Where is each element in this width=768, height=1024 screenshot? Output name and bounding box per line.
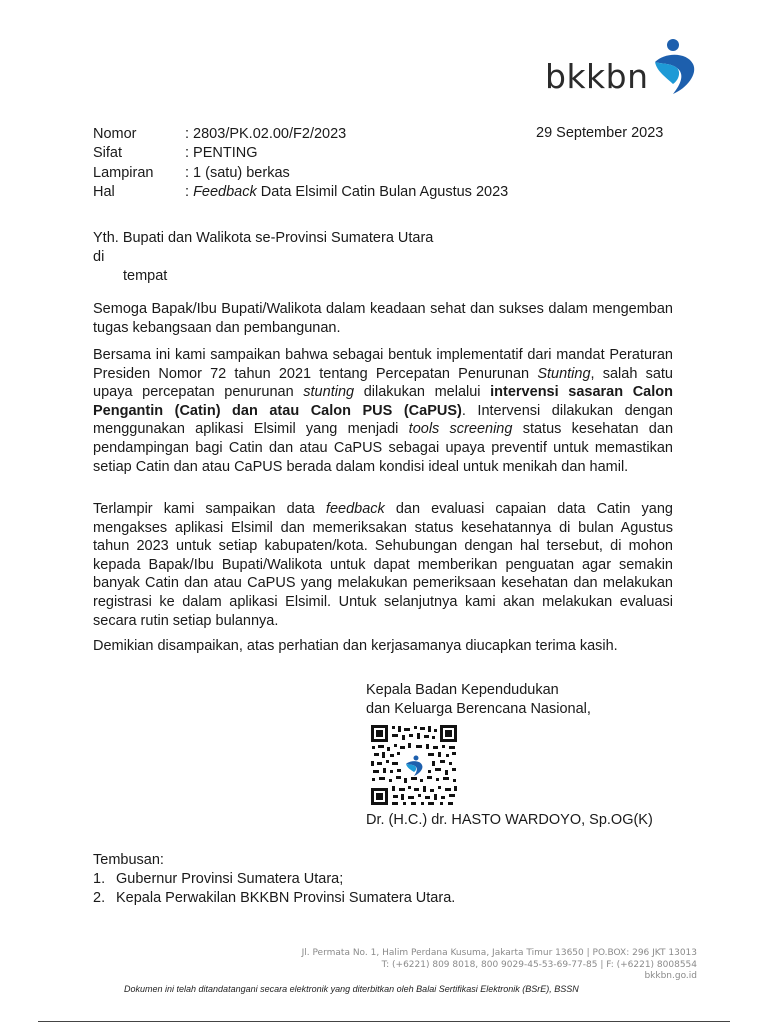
qr-code-icon: [370, 724, 458, 806]
meta-row-hal: [93, 183, 508, 202]
signer-name: Dr. (H.C.) dr. HASTO WARDOYO, Sp.OG(K): [366, 812, 653, 828]
paragraph-4: Demikian disampaikan, atas perhatian dan kerjasamanya diucapkan terima kasih.: [93, 638, 618, 654]
text-run: . Intervensi dilakukan dengan menggunakan aplikasi Elsimil yang menjadi: [93, 402, 673, 438]
list-item: [93, 889, 455, 908]
signature-title-line: Kepala Badan Kependudukan: [366, 682, 559, 698]
footer-divider: [38, 1021, 730, 1022]
cc-list: [93, 851, 455, 909]
footer-address: Jl. Permata No. 1, Halim Perdana Kusuma, Jakarta Timur 13650 | PO.BOX: 296 JKT 13013: [301, 948, 697, 958]
text-run: status kesehatan dan pendampingan bagi Catin dan atau CaPUS sebagai upaya preventif untuk memastikan setiap Catin dan atau CaPUS berada dalam kondisi ideal untuk menikah dan hamil.: [93, 421, 674, 475]
paragraph-1: Semoga Bapak/Ibu Bupati/Walikota dalam keadaan sehat dan sukses dalam mengemban tugas kebangsaan dan pembangunan.: [93, 301, 673, 336]
meta-value: : 1 (satu) berkas: [185, 164, 290, 181]
address-line: tempat: [123, 268, 168, 284]
meta-value: : PENTING: [185, 145, 258, 162]
meta-value-prefix: :: [185, 183, 194, 200]
recipient-address: [93, 229, 673, 286]
letter-meta: [93, 125, 508, 202]
footer-phone: T: (+6221) 809 8018, 800 9029-45-53-69-77-85 | F: (+6221) 8008554: [381, 959, 697, 970]
text-run-italic: feedback: [325, 501, 385, 517]
meta-row-lampiran: [93, 164, 508, 183]
signature-title-line: dan Keluarga Berencana Nasional,: [366, 701, 591, 717]
cc-heading: Tembusan:: [93, 852, 164, 868]
text-run: dilakukan melalui: [354, 384, 491, 401]
cc-text: Gubernur Provinsi Sumatera Utara;: [116, 871, 344, 888]
meta-value-italic: Feedback: [193, 183, 257, 200]
address-line: di: [93, 249, 105, 265]
meta-value-rest: Data Elsimil Catin Bulan Agustus 2023: [256, 183, 509, 200]
letterhead-footer: [302, 948, 697, 983]
meta-value: : 2803/PK.02.00/F2/2023: [185, 126, 347, 142]
text-run: Terlampir kami sampaikan data: [93, 501, 326, 517]
meta-label: Hal: [93, 183, 115, 200]
logo-wordmark: bkkbn: [545, 57, 649, 96]
text-run: dan evaluasi capaian data Catin yang mengakses aplikasi Elsimil dan memeriksakan status kesehatannya di bulan Agustus tahun 2023 untuk setiap kabupaten/kota. Sehubungan dengan hal tersebut, di mohon kepada Bapak/Ibu Bupati/Walikota untuk dapat memberikan penguatan agar semakin banyak Catin dan atau CaPUS yang melakukan pemeriksaan kesehatan dan melakukan registrasi ke dalam aplikasi Elsimil. Untuk selanjutnya kami akan melakukan evaluasi secara rutin setiap bulannya.: [93, 501, 673, 629]
list-item: [93, 870, 455, 889]
paragraph-3: [93, 500, 673, 630]
cc-number: 2.: [93, 890, 106, 907]
letter-date: 29 September 2023: [536, 125, 664, 141]
meta-label: Lampiran: [93, 164, 154, 181]
text-run-italic: Stunting: [537, 365, 591, 382]
text-run-bold: intervensi sasaran Calon Pengantin (Catin) dan atau Calon PUS (CaPUS): [93, 384, 673, 419]
cc-text: Kepala Perwakilan BKKBN Provinsi Sumatera Utara.: [116, 890, 456, 907]
address-line: Yth. Bupati dan Walikota se-Provinsi Sumatera Utara: [93, 230, 434, 246]
cc-number: 1.: [93, 871, 106, 888]
meta-row-nomor: [93, 125, 508, 144]
meta-label: Sifat: [93, 145, 123, 162]
text-run: , salah satu upaya percepatan penurunan: [93, 365, 673, 401]
e-signature-disclaimer: Dokumen ini telah ditandatangani secara elektronik yang diterbitkan oleh Balai Sertifikasi Elektronik (BSrE), BSSN: [124, 984, 579, 994]
paragraph-2: [93, 346, 673, 476]
meta-row-sifat: [93, 144, 508, 163]
footer-website: bkkbn.go.id: [644, 971, 697, 981]
meta-value: [185, 183, 508, 202]
text-run-italic: tools screening: [408, 421, 513, 438]
text-run: Bersama ini kami sampaikan bahwa sebagai bentuk implementatif dari mandat Peraturan Presiden Nomor 72 tahun 2021 tentang Percepatan Penurunan: [93, 347, 673, 382]
meta-label: Nomor: [93, 126, 137, 142]
bkkbn-mark-icon: [643, 38, 701, 96]
signature-title: [366, 681, 591, 719]
text-run-italic: stunting: [303, 384, 355, 401]
bkkbn-logo: [545, 38, 705, 98]
